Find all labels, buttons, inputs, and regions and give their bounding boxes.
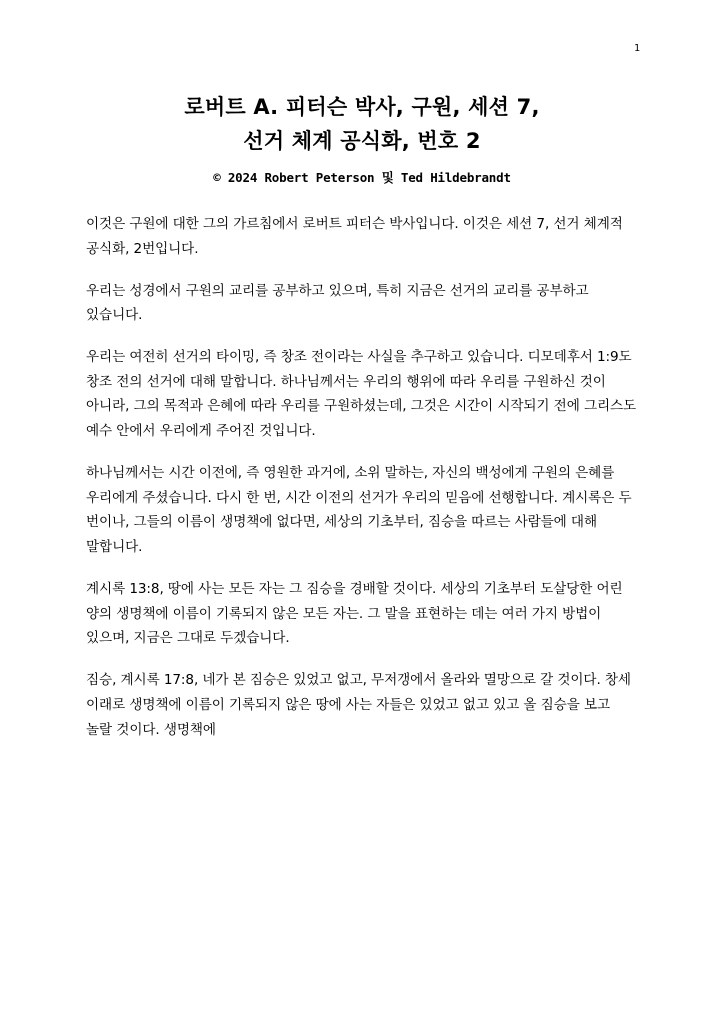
copyright-notice: © 2024 Robert Peterson 및 Ted Hildebrandt <box>213 170 511 186</box>
page-title <box>86 90 638 158</box>
page-number: 1 <box>633 43 640 54</box>
title-line-1: 로버트 A. 피터슨 박사, 구원, 세션 7, <box>184 95 540 119</box>
body-text <box>86 212 638 742</box>
paragraph: 우리는 성경에서 구원의 교리를 공부하고 있으며, 특히 지금은 선거의 교리를 공부하고 있습니다. <box>86 282 589 324</box>
paragraph: 우리는 여전히 선거의 타이밍, 즉 창조 전이라는 사실을 추구하고 있습니다. 디모데후서 1:9도 창조 전의 선거에 대해 말합니다. 하나님께서는 우리의 행위에 따라 우리를 구원하신 것이 아니라, 그의 목적과 은혜에 따라 우리를 구원하셨는데, 그것은 시간이 시작되기 전에 그리스도 예수 안에서 우리에게 주어진 것입니다. <box>86 348 637 440</box>
paragraph: 계시록 13:8, 땅에 사는 모든 자는 그 짐승을 경배할 것이다. 세상의 기초부터 도살당한 어린 양의 생명책에 이름이 기록되지 않은 모든 자는. 그 말을 표현하는 데는 여러 가지 방법이 있으며, 지금은 그대로 두겠습니다. <box>86 580 623 647</box>
document-content <box>86 90 638 742</box>
paragraph: 이것은 구원에 대한 그의 가르침에서 로버트 피터슨 박사입니다. 이것은 세션 7, 선거 체계적 공식화, 2번입니다. <box>86 216 623 257</box>
paragraph: 하나님께서는 시간 이전에, 즉 영원한 과거에, 소위 말하는, 자신의 백성에게 구원의 은혜를 우리에게 주셨습니다. 다시 한 번, 시간 이전의 선거가 우리의 믿음에 선행합니다. 계시록은 두 번이나, 그들의 이름이 생명책에 없다면, 세상의 기초부터, 짐승을 따르는 사람들에 대해 말합니다. <box>86 464 632 556</box>
paragraph: 짐승, 계시록 17:8, 네가 본 짐승은 있었고 없고, 무저갱에서 올라와 멸망으로 갈 것이다. 창세 이래로 생명책에 이름이 기록되지 않은 땅에 사는 자들은 있었고 없고 있고 올 짐승을 보고 놀랄 것이다. 생명책에 <box>86 672 631 738</box>
title-line-2: 선거 체계 공식화, 번호 2 <box>243 129 481 154</box>
